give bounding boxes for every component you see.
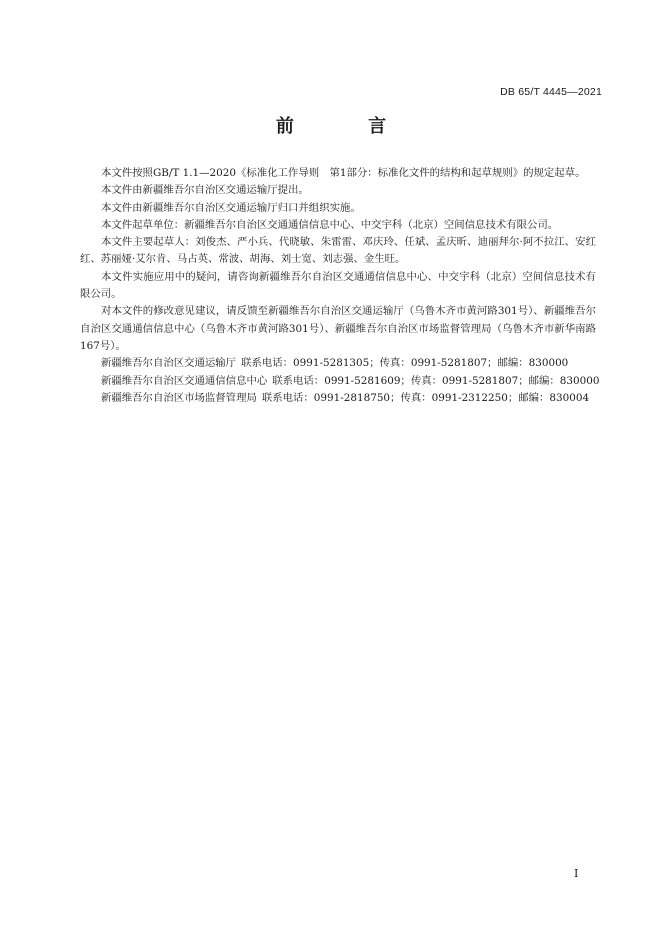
paragraph-drafting-rules: 本文件按照GB/T 1.1—2020《标准化工作导则 第1部分：标准化文件的结构和起草规则》的规定起草。 — [101, 167, 586, 179]
foreword-body — [80, 165, 600, 407]
contact-fax: 传真：0991-5281807； — [379, 357, 498, 370]
paragraph-proposer: 本文件由新疆维吾尔自治区交通运输厅提出。 — [101, 184, 309, 197]
document-code: DB 65/T 4445—2021 — [500, 86, 602, 98]
paragraph-administrator: 本文件由新疆维吾尔自治区交通运输厅归口并组织实施。 — [101, 201, 361, 214]
paragraph-drafters: 本文件主要起草人：刘俊杰、严小兵、代晓敏、朱雷雷、邓庆玲、任斌、孟庆昕、迪丽拜尔·阿不拉江、安红红、苏丽娅·艾尔肯、马占英、常波、胡海、刘士宽、刘志强、金生旺。 — [80, 236, 596, 266]
contact-fax: 传真：0991-5281807； — [410, 374, 529, 387]
paragraph-inquiries: 本文件实施应用中的疑问，请咨询新疆维吾尔自治区交通通信信息中心、中交宇科（北京）空间信息技术有限公司。 — [80, 270, 596, 301]
contact-org: 新疆维吾尔自治区市场监督管理局 — [101, 391, 257, 404]
contact-phone: 联系电话：0991-5281609； — [272, 374, 411, 387]
contact-row — [80, 355, 596, 372]
contact-org: 新疆维吾尔自治区交通通信信息中心 — [101, 374, 268, 387]
contact-postcode: 邮编：830000 — [528, 374, 600, 387]
contact-org: 新疆维吾尔自治区交通运输厅 — [101, 357, 237, 370]
contact-fax: 传真：0991-2312250； — [400, 391, 519, 404]
contact-postcode: 邮编：830004 — [518, 391, 590, 404]
contact-phone: 联系电话：0991-5281305； — [241, 357, 380, 370]
page-title: 前 言 — [275, 116, 421, 137]
paragraph-drafting-units: 本文件起草单位：新疆维吾尔自治区交通通信信息中心、中交宇科（北京）空间信息技术有限公司。 — [101, 218, 559, 231]
contact-postcode: 邮编：830000 — [497, 357, 569, 370]
contact-row — [80, 373, 600, 390]
paragraph-feedback: 对本文件的修改意见建议，请反馈至新疆维吾尔自治区交通运输厅（乌鲁木齐市黄河路301号）、新疆维吾尔自治区交通通信信息中心（乌鲁木齐市黄河路301号）、新疆维吾尔自治区市场监督管理局（乌鲁木齐市新华南路167号）。 — [80, 305, 596, 352]
contact-phone: 联系电话：0991-2818750； — [261, 391, 401, 404]
page-number: I — [574, 867, 579, 880]
contact-row — [80, 390, 596, 407]
